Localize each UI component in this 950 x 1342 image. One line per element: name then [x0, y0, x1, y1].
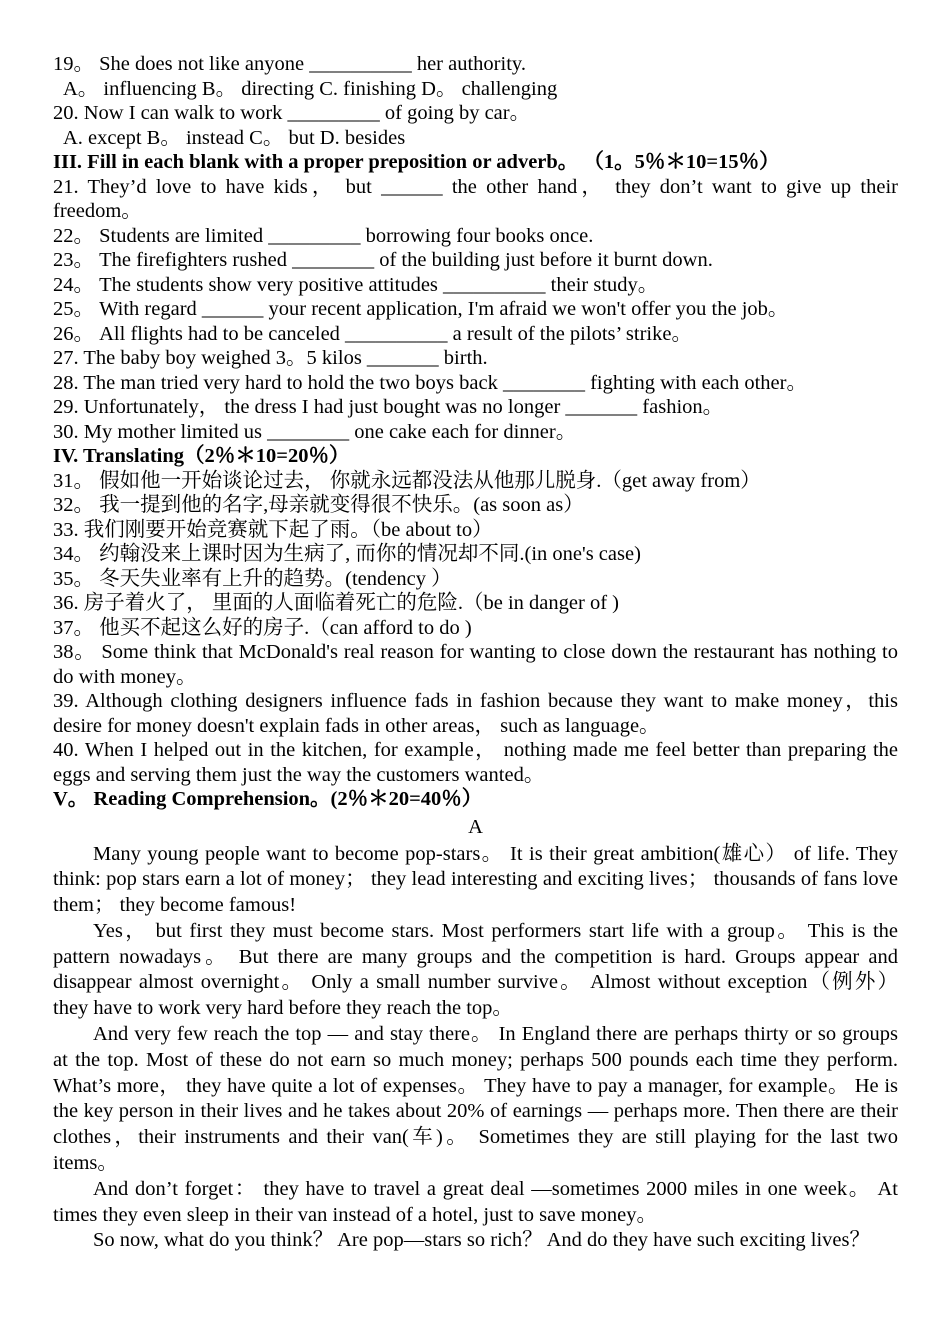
question-40: 40. When I helped out in the kitchen, for example， nothing made me feel better than preparing the eggs and serving them just the way the customers wanted。	[53, 739, 898, 786]
passage-label: A	[468, 815, 483, 838]
question-29: 29. Unfortunately， the dress I had just bought was no longer _______ fashion。	[53, 396, 724, 418]
question-26: 26。 All flights had to be canceled __________ a result of the pilots’ strike。	[53, 322, 692, 345]
passage-paragraph-1: Many young people want to become pop-stars。 It is their great ambition(雄心） of life. They think: pop stars earn a lot of money； they lead interesting and exciting lives； thousands of fans love them； they become famous!	[53, 842, 898, 917]
question-37: 37。 他买不起这么好的房子.（can afford to do )	[53, 616, 472, 639]
question-35: 35。 冬天失业率有上升的趋势。(tendency ）	[53, 567, 452, 590]
section-3-heading: III. Fill in each blank with a proper preposition or adverb。 （1。5％＊10=15％）	[53, 151, 780, 173]
question-19-options: A。 influencing B。 directing C. finishing D。 challenging	[63, 77, 558, 100]
passage-paragraph-2: Yes， but first they must become stars. Most performers start life with a group。 This is the pattern nowadays。 But there are many groups and the competition is hard. Groups appear and disappear almost overnight。 Only a small number survive。 Almost without exception（例外） they have to work very hard before they reach the top。	[53, 919, 898, 1020]
question-30: 30. My mother limited us ________ one cake each for dinner。	[53, 420, 577, 443]
question-21: 21. They’d love to have kids， but ______ the other hand， they don’t want to give up their freedom。	[53, 175, 898, 222]
question-19: 19。 She does not like anyone __________ her authority.	[53, 53, 526, 75]
question-22: 22。 Students are limited _________ borrowing four books once.	[53, 224, 594, 247]
question-24: 24。 The students show very positive attitudes __________ their study。	[53, 273, 659, 296]
passage-paragraph-3: And very few reach the top — and stay there。 In England there are perhaps thirty or so groups at the top. Most of these do not earn so much money; perhaps 500 pounds each time they perform. What’s more， they have quite a lot of expenses。 They have to pay a manager, for example。 He is the key person in their lives and he takes about 20% of earnings — perhaps more. Then there are their clothes，their instruments and their van(车)。 Sometimes they are still playing for the last two items。	[53, 1023, 898, 1175]
question-38: 38。 Some think that McDonald's real reason for wanting to close down the restaurant has nothing to do with money。	[53, 641, 898, 688]
question-27: 27. The baby boy weighed 3。5 kilos _______ birth.	[53, 347, 488, 369]
question-32: 32。 我一提到他的名字,母亲就变得很不快乐。(as soon as）	[53, 494, 584, 516]
question-28: 28. The man tried very hard to hold the two boys back ________ fighting with each other。	[53, 371, 807, 394]
question-33: 33. 我们刚要开始竞赛就下起了雨。（be about to）	[53, 518, 493, 541]
question-36: 36. 房子着火了， 里面的人面临着死亡的危险.（be in danger of )	[53, 592, 619, 614]
question-20-options: A. except B。 instead C。 but D. besides	[63, 126, 406, 149]
passage-paragraph-5: So now, what do you think？ Are pop—stars so rich？ And do they have such exciting lives？	[93, 1229, 871, 1252]
question-34: 34。 约翰没来上课时因为生病了, 而你的情况却不同.(in one's case)	[53, 543, 641, 565]
passage-paragraph-4: And don’t forget： they have to travel a great deal —sometimes 2000 miles in one week。 At times they even sleep in their van instead of a hotel, just to save money。	[53, 1177, 898, 1226]
question-31: 31。 假如他一开始谈论过去， 你就永远都没法从他那儿脱身.（get away from）	[53, 469, 761, 492]
question-23: 23。 The firefighters rushed ________ of the building just before it burnt down.	[53, 249, 713, 271]
question-25: 25。 With regard ______ your recent application, I'm afraid we won't offer you the job。	[53, 298, 789, 320]
question-20: 20. Now I can walk to work _________ of going by car。	[53, 102, 531, 124]
question-39: 39. Although clothing designers influence fads in fashion because they want to make money，this desire for money doesn't explain fads in other areas， such as language。	[53, 690, 898, 737]
section-4-heading: IV. Translating（2％＊10=20％）	[53, 445, 350, 467]
section-5-heading: V。 Reading Comprehension。(2％＊20=40％）	[53, 788, 483, 810]
